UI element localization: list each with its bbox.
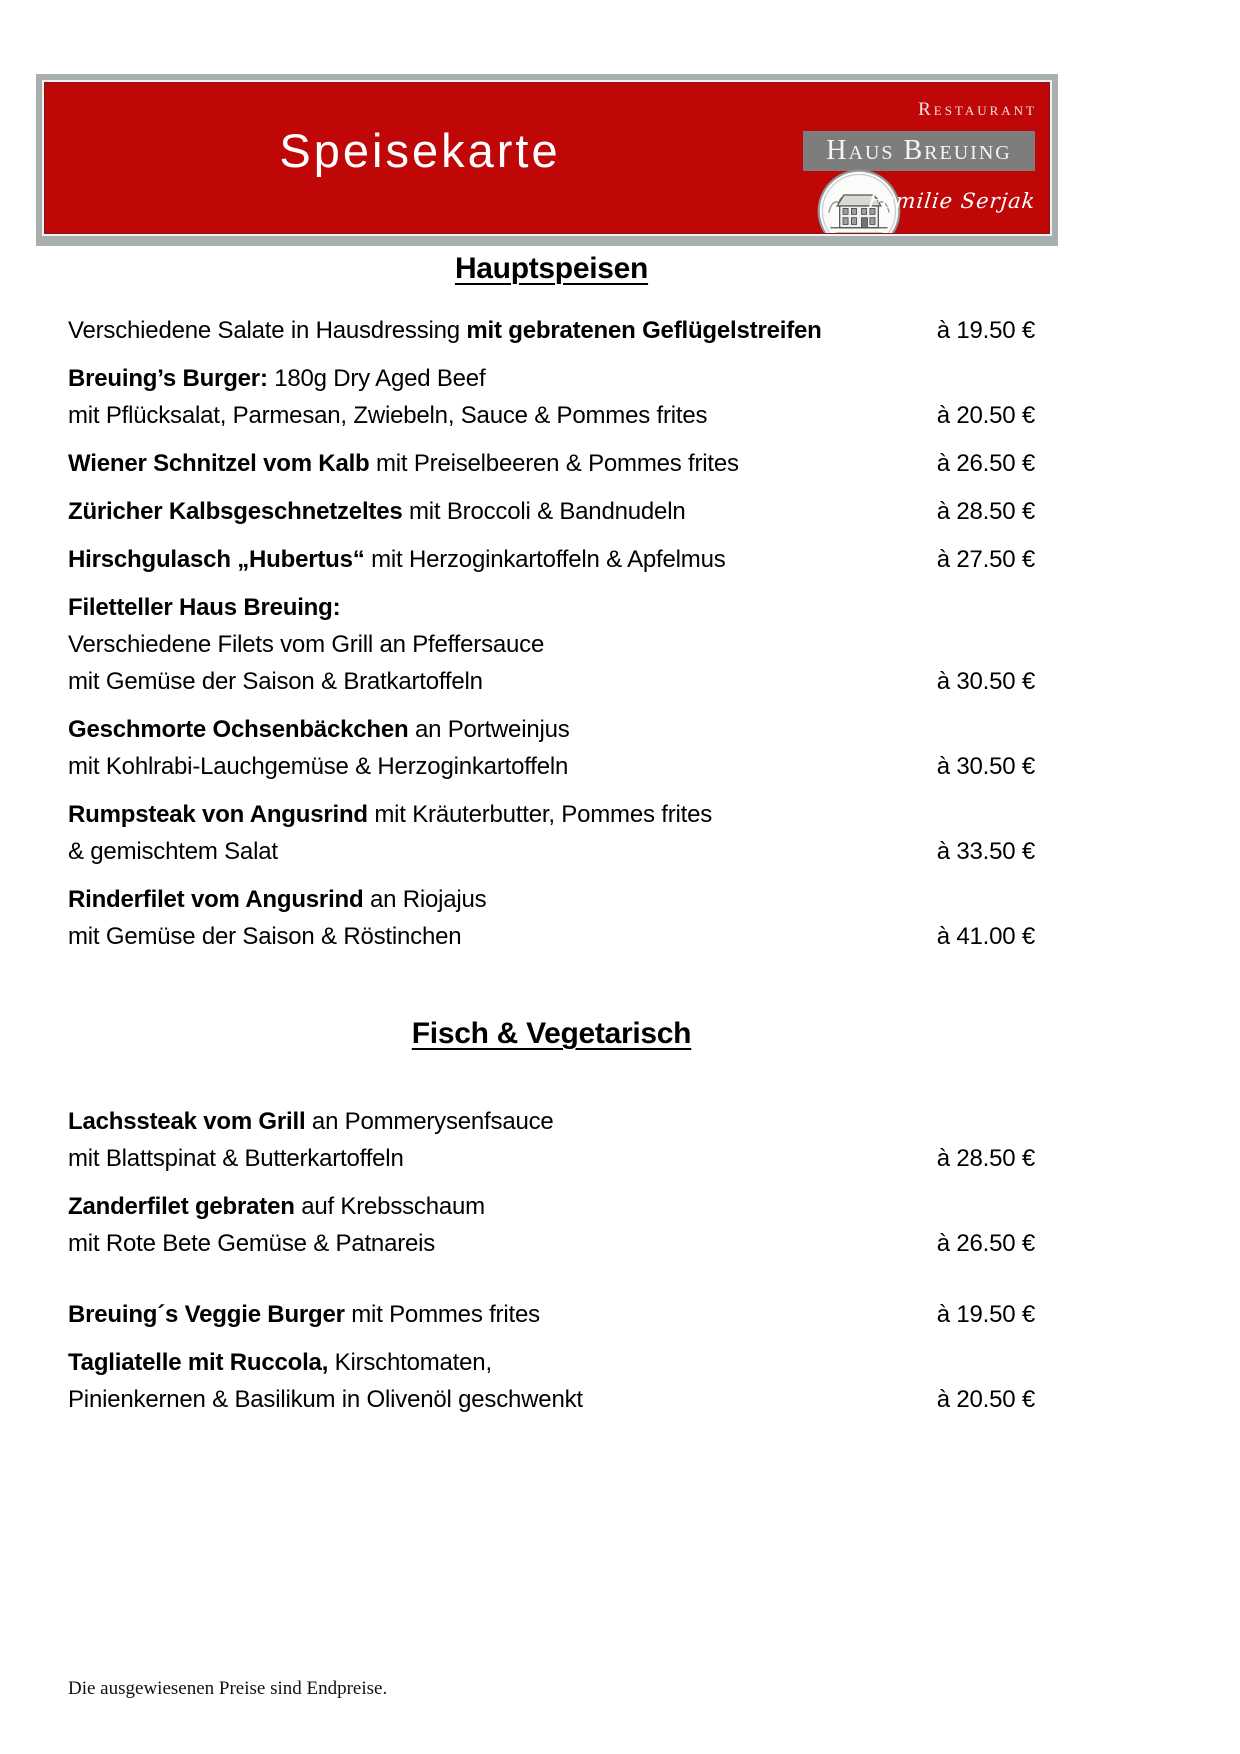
dish-text xyxy=(68,445,739,482)
dish-description: 180g Dry Aged Beef xyxy=(274,365,486,392)
menu-item xyxy=(68,312,1035,349)
header-banner xyxy=(36,74,1058,246)
dish-description: mit Kräuterbutter, Pommes frites xyxy=(374,801,713,828)
dish-price: à 26.50 € xyxy=(936,1230,1035,1257)
dish-description: mit Broccoli & Bandnudeln xyxy=(408,498,686,525)
dish-name: Wiener Schnitzel vom Kalb xyxy=(68,450,376,477)
menu-item-line xyxy=(68,360,1035,397)
dish-description: auf Krebsschaum xyxy=(301,1193,485,1220)
dish-name: Breuing´s Veggie Burger xyxy=(68,1301,352,1328)
menu-item-line xyxy=(68,1140,1035,1177)
menu-item xyxy=(68,360,1035,434)
dish-text xyxy=(68,833,278,870)
dish-description: an Pommerysenfsauce xyxy=(311,1108,554,1135)
banner-darkred-line xyxy=(44,82,1050,234)
section-items xyxy=(68,312,1035,955)
dish-name: Filetteller Haus Breuing: xyxy=(68,594,341,621)
menu-item-line xyxy=(68,1344,1035,1381)
family-name: Familie Serjak xyxy=(866,189,1037,213)
dish-price: à 41.00 € xyxy=(936,923,1035,950)
dish-description: mit Pommes frites xyxy=(351,1301,540,1328)
dish-description: & gemischtem Salat xyxy=(68,838,278,865)
dish-price: à 28.50 € xyxy=(936,498,1035,525)
dish-text xyxy=(68,589,340,626)
menu-title: Speisekarte xyxy=(279,124,561,177)
dish-description: mit Gemüse der Saison & Bratkartoffeln xyxy=(68,668,483,695)
dish-name: Züricher Kalbsgeschnetzeltes xyxy=(68,498,409,525)
section-heading: Fisch & Vegetarisch xyxy=(411,1017,692,1050)
dish-name: Tagliatelle mit Ruccola, xyxy=(68,1349,335,1376)
menu-item-line xyxy=(68,1188,1035,1225)
menu-item-line xyxy=(68,748,1035,785)
dish-price: à 28.50 € xyxy=(936,1145,1035,1172)
menu-item-line xyxy=(68,881,1035,918)
dish-text xyxy=(68,1225,435,1262)
menu-item-line xyxy=(68,796,1035,833)
dish-text xyxy=(68,918,461,955)
dish-description: Kirschtomaten, xyxy=(334,1349,492,1376)
menu-item-line xyxy=(68,626,1035,663)
dish-name: Rumpsteak von Angusrind xyxy=(68,801,375,828)
menu-item-line xyxy=(68,1103,1035,1140)
dish-name: Rinderfilet vom Angusrind xyxy=(68,886,370,913)
menu-item-line xyxy=(68,541,1035,578)
dish-price: à 26.50 € xyxy=(936,450,1035,477)
dish-text xyxy=(68,748,568,785)
menu-sections xyxy=(68,246,1035,1429)
dish-description: mit Herzoginkartoffeln & Apfelmus xyxy=(371,546,726,573)
menu-item-line xyxy=(68,312,1035,349)
menu-item xyxy=(68,881,1035,955)
dish-price: à 19.50 € xyxy=(936,317,1035,344)
dish-price: à 30.50 € xyxy=(936,753,1035,780)
menu-item xyxy=(68,541,1035,578)
menu-item xyxy=(68,445,1035,482)
dish-text xyxy=(68,1140,404,1177)
menu-item xyxy=(68,589,1035,700)
menu-item xyxy=(68,711,1035,785)
menu-item-line xyxy=(68,833,1035,870)
banner-red-area xyxy=(45,83,1049,233)
menu-item-line xyxy=(68,397,1035,434)
menu-item-line xyxy=(68,1225,1035,1262)
dish-text xyxy=(68,397,707,434)
section-items xyxy=(68,1103,1035,1418)
menu-item xyxy=(68,796,1035,870)
menu-section xyxy=(68,252,1035,955)
dish-text xyxy=(68,541,726,578)
menu-item-line xyxy=(68,589,1035,626)
dish-text xyxy=(68,312,822,349)
menu-item-line xyxy=(68,1296,1035,1333)
menu-item-line xyxy=(68,493,1035,530)
menu-item xyxy=(68,1344,1035,1418)
dish-text xyxy=(68,1296,540,1333)
menu-item-line xyxy=(68,711,1035,748)
dish-text xyxy=(68,663,483,700)
dish-text xyxy=(68,711,570,748)
restaurant-name-box xyxy=(803,131,1035,171)
menu-item-line xyxy=(68,918,1035,955)
dish-name: mit gebratenen Geflügelstreifen xyxy=(466,317,822,344)
footer-price-note: Die ausgewiesenen Preise sind Endpreise. xyxy=(68,1678,388,1699)
menu-item xyxy=(68,1296,1035,1333)
dish-price: à 27.50 € xyxy=(936,546,1035,573)
dish-text xyxy=(68,626,544,663)
dish-description: Verschiedene Salate in Hausdressing xyxy=(68,317,467,344)
dish-name: Zanderfilet gebraten xyxy=(68,1193,302,1220)
dish-text xyxy=(68,1381,583,1418)
section-heading: Hauptspeisen xyxy=(454,252,649,285)
dish-name: Hirschgulasch „Hubertus“ xyxy=(68,546,372,573)
dish-text xyxy=(68,360,485,397)
dish-description: mit Gemüse der Saison & Röstinchen xyxy=(68,923,462,950)
dish-description: mit Kohlrabi-Lauchgemüse & Herzoginkartoffeln xyxy=(68,753,569,780)
dish-text xyxy=(68,493,685,530)
dish-price: à 20.50 € xyxy=(936,1386,1035,1413)
restaurant-name: Haus Breuing xyxy=(826,135,1012,166)
dish-price: à 19.50 € xyxy=(936,1301,1035,1328)
dish-description: Pinienkernen & Basilikum in Olivenöl geschwenkt xyxy=(68,1386,583,1413)
dish-description: mit Blattspinat & Butterkartoffeln xyxy=(68,1145,404,1172)
menu-item-line xyxy=(68,663,1035,700)
restaurant-label: Restaurant xyxy=(918,99,1037,120)
dish-text xyxy=(68,1103,554,1140)
dish-description: mit Preiselbeeren & Pommes frites xyxy=(375,450,739,477)
dish-price: à 30.50 € xyxy=(936,668,1035,695)
dish-text xyxy=(68,881,486,918)
dish-description: Verschiedene Filets vom Grill an Pfeffersauce xyxy=(68,631,545,658)
dish-name: Geschmorte Ochsenbäckchen xyxy=(68,716,415,743)
dish-name: Lachssteak vom Grill xyxy=(68,1108,312,1135)
dish-description: mit Rote Bete Gemüse & Patnareis xyxy=(68,1230,436,1257)
menu-section xyxy=(68,1017,1035,1418)
menu-item xyxy=(68,1103,1035,1177)
dish-text xyxy=(68,796,712,833)
dish-name: Breuing’s Burger: xyxy=(68,365,275,392)
dish-text xyxy=(68,1188,485,1225)
dish-description: mit Pflücksalat, Parmesan, Zwiebeln, Sauce & Pommes frites xyxy=(68,402,708,429)
dish-description: an Portweinjus xyxy=(414,716,570,743)
banner-white-line xyxy=(42,80,1052,236)
menu-item xyxy=(68,1188,1035,1262)
menu-item xyxy=(68,493,1035,530)
menu-item-line xyxy=(68,1381,1035,1418)
dish-price: à 33.50 € xyxy=(936,838,1035,865)
dish-price: à 20.50 € xyxy=(936,402,1035,429)
menu-item-line xyxy=(68,445,1035,482)
dish-text xyxy=(68,1344,492,1381)
dish-description: an Riojajus xyxy=(369,886,487,913)
